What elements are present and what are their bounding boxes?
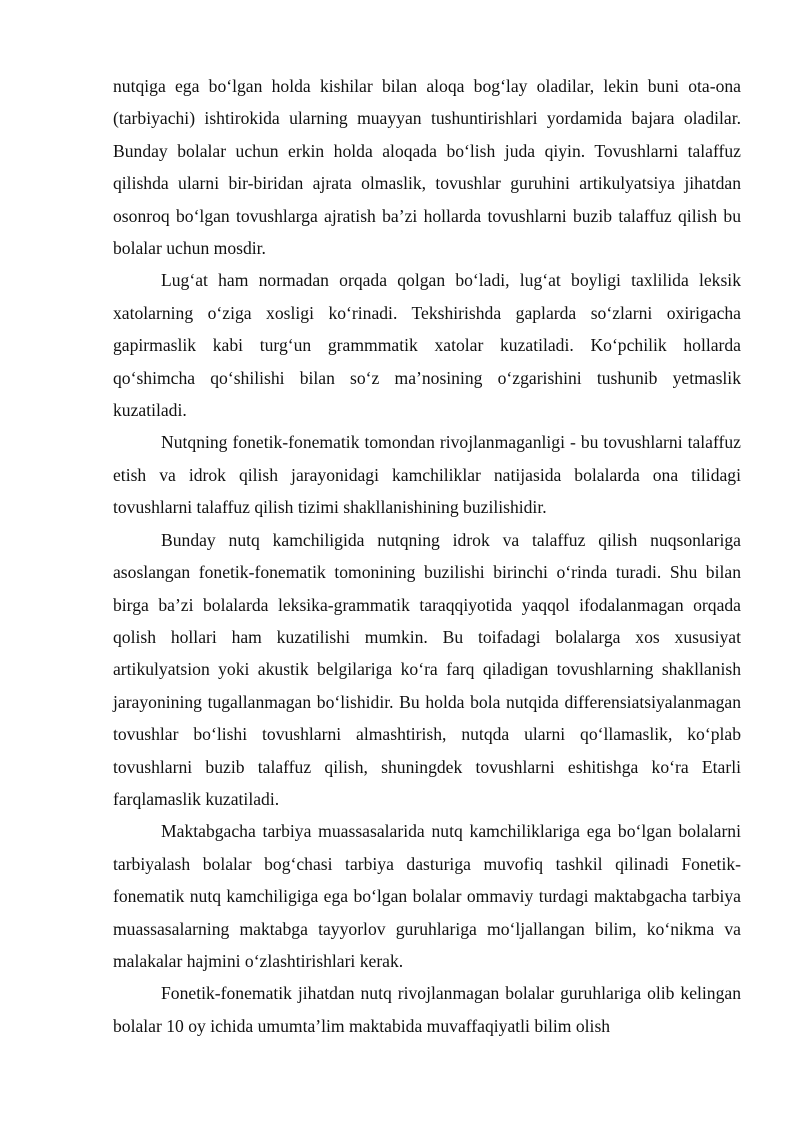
paragraph-vocabulary: Lug‘at ham normadan orqada qolgan bo‘ladi, lug‘at boyligi taxlilida leksik xatolarning o‘ziga xosligi ko‘rinadi. Tekshirishda gaplarda so‘zlarni oxirigacha gapirmaslik kabi turg‘un grammmatik xatolar kuzatiladi. Ko‘pchilik hollarda qo‘shimcha qo‘shilishi bilan so‘z ma’nosining o‘zgarishini tushunib yetmaslik kuzatiladi.: [113, 270, 741, 421]
paragraph-continuation: nutqiga ega bo‘lgan holda kishilar bilan aloqa bog‘lay oladilar, lekin buni ota-ona (tarbiyachi) ishtirokida ularning muayyan tushuntirishlari yordamida bajara oladilar. Bunday bolalar uchun erkin holda aloqada bo‘lish juda qiyin. Tovushlarni talaffuz qilishda ularni bir-biridan ajrata olmaslik, tovushlar guruhini artikulyatsiya jihatdan osonroq bo‘lgan tovushlarga ajratish ba’zi hollarda tovushlarni buzib talaffuz qilish bu bolalar uchun mosdir.: [113, 76, 741, 259]
paragraph-groups: Fonetik-fonematik jihatdan nutq rivojlanmagan bolalar guruhlariga olib kelingan bolalar 10 oy ichida umumta’lim maktabida muvaffaqiyatli bilim olish: [113, 983, 741, 1036]
paragraph-preschool: Maktabgacha tarbiya muassasalarida nutq kamchiliklariga ega bo‘lgan bolalarni tarbiyalash bolalar bog‘chasi tarbiya dasturiga muvofiq tashkil qilinadi Fonetik- fonematik nutq kamchiligiga ega bo‘lgan bolalar ommaviy turdagi maktabgacha tarbiya muassasalarning maktabga tayyorlov guruhlariga mo‘ljallangan bilim, ko‘nikma va malakalar hajmini o‘zlashtirishlari kerak.: [113, 821, 741, 971]
document-page: [113, 70, 741, 1042]
paragraph-definition: Nutqning fonetik-fonematik tomondan rivojlanmaganligi - bu tovushlarni talaffuz etish va idrok qilish jarayonidagi kamchiliklar natijasida bolalarda ona tilidagi tovushlarni talaffuz qilish tizimi shakllanishining buzilishidir.: [113, 432, 741, 518]
paragraph-description: Bunday nutq kamchiligida nutqning idrok va talaffuz qilish nuqsonlariga asoslangan fonetik-fonematik tomonining buzilishi birinchi o‘rinda turadi. Shu bilan birga ba’zi bolalarda leksika-grammatik taraqqiyotida yaqqol ifodalanmagan orqada qolish hollari ham kuzatilishi mumkin. Bu toifadagi bolalarga xos xususiyat artikulyatsion yoki akustik belgilariga ko‘ra farq qiladigan tovushlarning shakllanish jarayonining tugallanmagan bo‘lishidir. Bu holda bola nutqida differensiatsiyalanmagan tovushlar bo‘lishi tovushlarni almashtirish, nutqda ularni qo‘llamaslik, ko‘plab tovushlarni buzib talaffuz qilish, shuningdek tovushlarni eshitishga ko‘ra Etarli farqlamaslik kuzatiladi.: [113, 529, 741, 809]
